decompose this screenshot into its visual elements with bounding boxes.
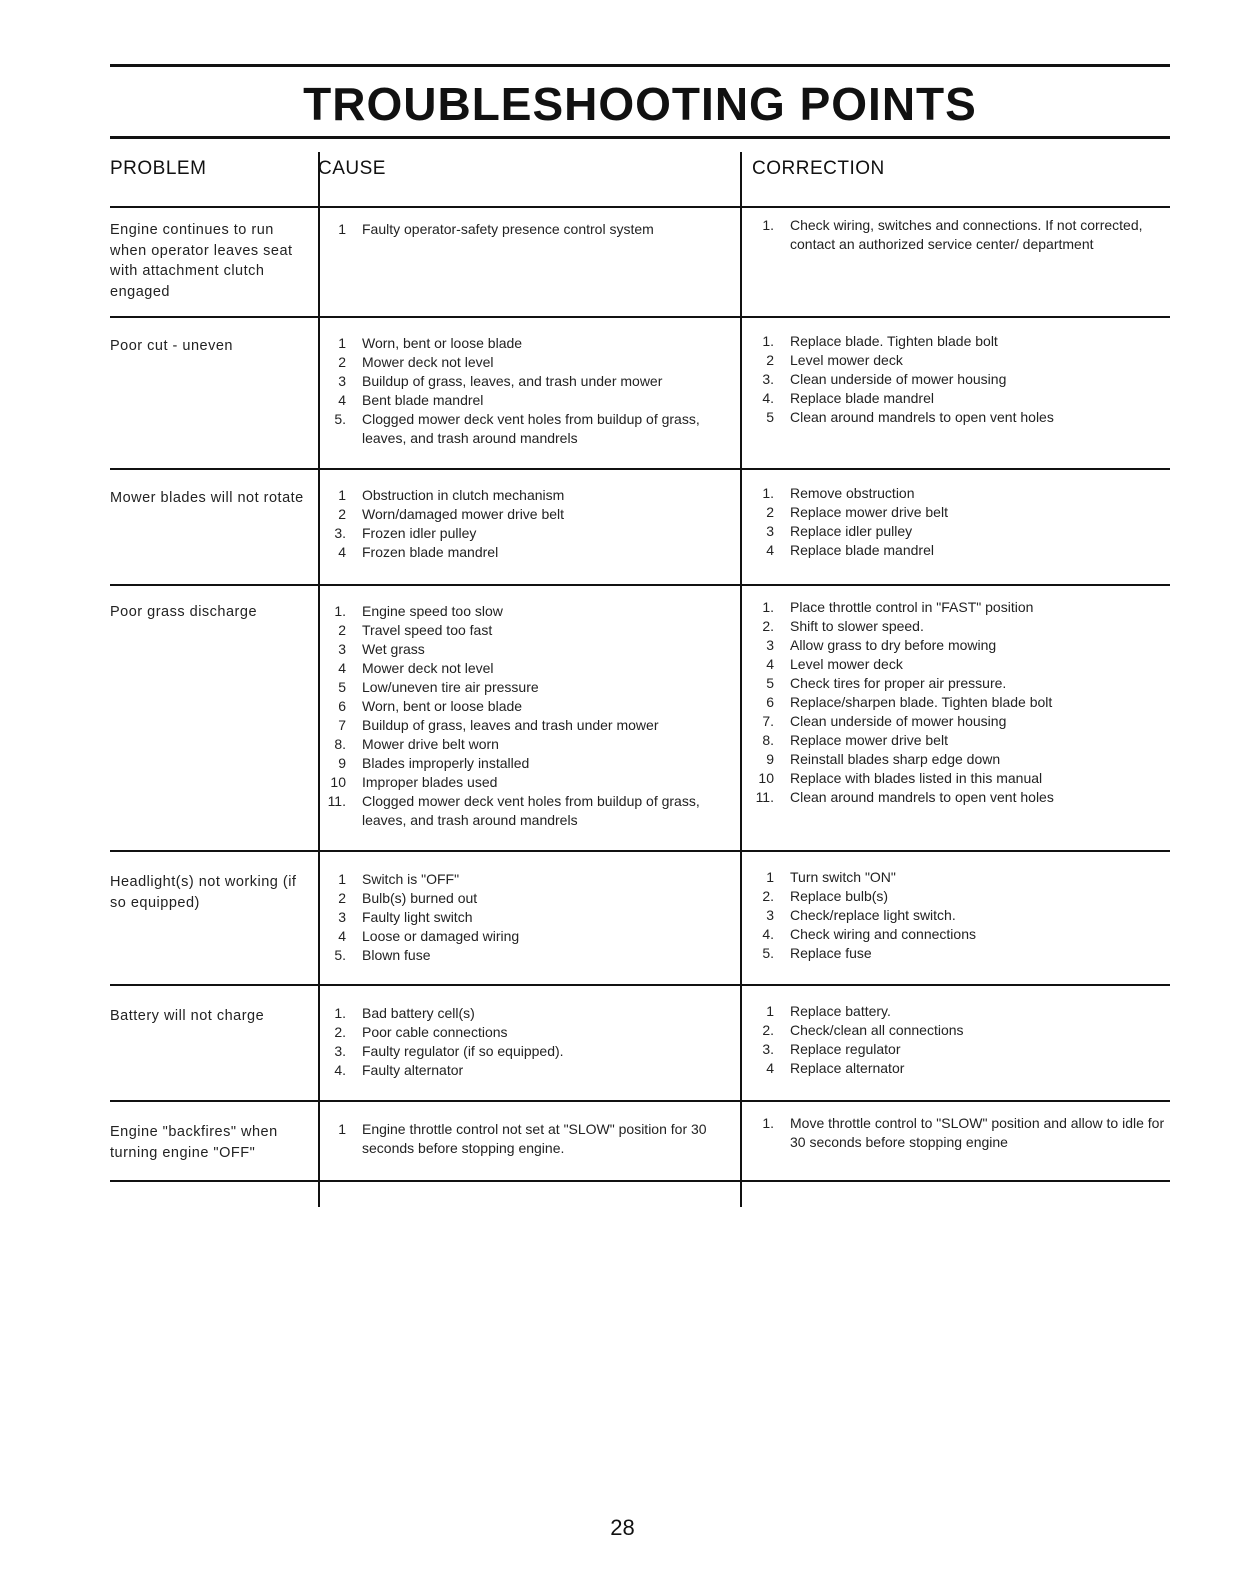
item-number: 4 [338, 544, 346, 560]
problem-text: Headlight(s) not working (if so equipped) [110, 874, 297, 911]
list-item [750, 389, 1170, 408]
item-number: 4 [338, 660, 346, 676]
item-text: Check wiring, switches and connections. If not corrected, contact an authorized service center/ department [790, 217, 1143, 252]
item-number: 9 [766, 751, 774, 767]
correction-list [750, 598, 1170, 807]
item-text: Blown fuse [362, 947, 431, 963]
list-item [750, 944, 1170, 963]
list-item [750, 503, 1170, 522]
item-number: 5. [334, 411, 346, 427]
item-text: Poor cable connections [362, 1024, 508, 1040]
item-text: Replace blade mandrel [790, 542, 934, 558]
item-number: 2 [338, 354, 346, 370]
item-number: 3. [334, 525, 346, 541]
list-item [322, 372, 722, 391]
item-number: 10 [330, 774, 346, 790]
item-number: 2. [334, 1024, 346, 1040]
list-item [750, 541, 1170, 560]
column-divider-cause [318, 152, 320, 1207]
cause-list [322, 602, 722, 830]
item-text: Move throttle control to "SLOW" position and allow to idle for 30 seconds before stopping engine [790, 1115, 1165, 1150]
top-rule [110, 64, 1170, 67]
item-text: Level mower deck [790, 352, 903, 368]
item-text: Reinstall blades sharp edge down [790, 751, 1001, 767]
item-number: 2 [338, 506, 346, 522]
item-text: Obstruction in clutch mechanism [362, 487, 565, 503]
list-item [750, 598, 1170, 617]
item-text: Worn/damaged mower drive belt [362, 506, 565, 522]
list-item [322, 927, 722, 946]
list-item [322, 1061, 722, 1080]
problem-text: Engine "backfires" when turning engine "OFF" [110, 1124, 278, 1161]
list-item [750, 1040, 1170, 1059]
item-number: 4 [338, 928, 346, 944]
item-text: Replace mower drive belt [790, 504, 948, 520]
list-item [750, 750, 1170, 769]
item-number: 1. [762, 333, 774, 349]
item-number: 4. [762, 926, 774, 942]
item-text: Improper blades used [362, 774, 498, 790]
item-text: Mower drive belt worn [362, 736, 499, 752]
item-number: 7. [762, 713, 774, 729]
list-item [750, 370, 1170, 389]
item-number: 1 [766, 1003, 774, 1019]
item-text: Replace regulator [790, 1041, 901, 1057]
item-text: Engine speed too slow [362, 603, 503, 619]
item-text: Clean around mandrels to open vent holes [790, 409, 1054, 425]
item-number: 1. [334, 1005, 346, 1021]
list-item [322, 353, 722, 372]
item-number: 2. [762, 1022, 774, 1038]
item-number: 1 [338, 335, 346, 351]
item-text: Level mower deck [790, 656, 903, 672]
item-number: 4. [334, 1062, 346, 1078]
list-item [750, 1021, 1170, 1040]
cause-list [322, 870, 722, 965]
correction-list [750, 216, 1170, 254]
item-text: Replace/sharpen blade. Tighten blade bolt [790, 694, 1053, 710]
item-number: 1 [338, 871, 346, 887]
item-text: Mower deck not level [362, 660, 494, 676]
item-text: Clogged mower deck vent holes from buildup of grass, leaves, and trash around mandrels [362, 793, 700, 828]
item-number: 3 [338, 641, 346, 657]
item-text: Worn, bent or loose blade [362, 698, 523, 714]
item-text: Clean underside of mower housing [790, 371, 1007, 387]
item-number: 1. [762, 485, 774, 501]
item-number: 5. [334, 947, 346, 963]
item-number: 4 [766, 1060, 774, 1076]
item-text: Frozen blade mandrel [362, 544, 499, 560]
correction-list [750, 484, 1170, 560]
problem-text: Battery will not charge [110, 1008, 265, 1024]
item-text: Remove obstruction [790, 485, 915, 501]
item-text: Buildup of grass, leaves and trash under mower [362, 717, 659, 733]
item-text: Allow grass to dry before mowing [790, 637, 997, 653]
table-header [110, 158, 1170, 204]
item-text: Wet grass [362, 641, 425, 657]
item-text: Replace battery. [790, 1003, 891, 1019]
item-number: 1 [766, 869, 774, 885]
item-number: 1 [338, 1121, 346, 1137]
item-text: Faulty light switch [362, 909, 473, 925]
list-item [750, 887, 1170, 906]
cause-list [322, 1004, 722, 1080]
item-text: Clean around mandrels to open vent holes [790, 789, 1054, 805]
list-item [750, 769, 1170, 788]
item-text: Replace fuse [790, 945, 872, 961]
item-number: 11. [327, 793, 346, 809]
item-number: 4 [766, 656, 774, 672]
list-item [750, 1002, 1170, 1021]
row-divider [110, 316, 1170, 318]
item-number: 3 [338, 373, 346, 389]
item-number: 2. [762, 888, 774, 904]
item-text: Replace blade. Tighten blade bolt [790, 333, 998, 349]
item-number: 2 [766, 352, 774, 368]
correction-list [750, 332, 1170, 427]
item-number: 8. [334, 736, 346, 752]
item-text: Low/uneven tire air pressure [362, 679, 539, 695]
item-number: 1. [762, 1115, 774, 1131]
bottom-rule [110, 1180, 1170, 1182]
item-number: 5 [766, 675, 774, 691]
list-item [322, 1004, 722, 1023]
list-item [750, 522, 1170, 541]
list-item [750, 693, 1170, 712]
page-number: 28 [610, 1515, 635, 1540]
item-text: Shift to slower speed. [790, 618, 924, 634]
list-item [322, 220, 722, 239]
item-text: Replace with blades listed in this manual [790, 770, 1043, 786]
item-number: 11. [755, 789, 774, 805]
item-text: Frozen idler pulley [362, 525, 477, 541]
item-text: Buildup of grass, leaves, and trash under mower [362, 373, 663, 389]
item-number: 1. [762, 217, 774, 233]
item-text: Bad battery cell(s) [362, 1005, 475, 1021]
list-item [750, 351, 1170, 370]
list-item [750, 216, 1170, 254]
item-number: 3. [762, 1041, 774, 1057]
list-item [750, 484, 1170, 503]
list-item [322, 716, 722, 735]
item-text: Replace blade mandrel [790, 390, 934, 406]
item-number: 2 [338, 622, 346, 638]
item-number: 7 [338, 717, 346, 733]
item-number: 3. [334, 1043, 346, 1059]
list-item [750, 788, 1170, 807]
item-number: 1 [338, 221, 346, 237]
list-item [322, 908, 722, 927]
item-text: Turn switch "ON" [790, 869, 896, 885]
header-problem: PROBLEM [110, 158, 207, 179]
item-text: Faulty alternator [362, 1062, 464, 1078]
list-item [322, 754, 722, 773]
list-item [322, 946, 722, 965]
item-number: 5 [338, 679, 346, 695]
problem-text: Engine continues to run when operator leaves seat with attachment clutch engaged [110, 222, 293, 300]
row-divider [110, 984, 1170, 986]
cause-list [322, 1120, 722, 1158]
item-number: 3 [338, 909, 346, 925]
cause-list [322, 486, 722, 562]
row-divider [110, 1100, 1170, 1102]
title-rule [110, 136, 1170, 139]
list-item [322, 505, 722, 524]
item-text: Clogged mower deck vent holes from buildup of grass, leaves, and trash around mandrels [362, 411, 700, 446]
list-item [750, 674, 1170, 693]
item-number: 5 [766, 409, 774, 425]
item-number: 1 [338, 487, 346, 503]
item-number: 3 [766, 907, 774, 923]
item-text: Clean underside of mower housing [790, 713, 1007, 729]
item-number: 4 [766, 542, 774, 558]
list-item [322, 602, 722, 621]
item-text: Travel speed too fast [362, 622, 493, 638]
list-item [322, 486, 722, 505]
list-item [322, 1042, 722, 1061]
row-divider [110, 206, 1170, 208]
item-text: Loose or damaged wiring [362, 928, 520, 944]
list-item [322, 621, 722, 640]
list-item [322, 334, 722, 353]
list-item [322, 735, 722, 754]
header-correction: CORRECTION [752, 158, 885, 179]
list-item [322, 773, 722, 792]
list-item [322, 543, 722, 562]
list-item [322, 678, 722, 697]
list-item [322, 391, 722, 410]
item-number: 4. [762, 390, 774, 406]
item-text: Engine throttle control not set at "SLOW" position for 30 seconds before stopping engine. [362, 1121, 707, 1156]
item-text: Bent blade mandrel [362, 392, 484, 408]
problem-text: Poor cut - uneven [110, 338, 233, 354]
list-item [322, 1120, 722, 1158]
list-item [322, 870, 722, 889]
list-item [322, 659, 722, 678]
list-item [750, 617, 1170, 636]
item-text: Place throttle control in "FAST" position [790, 599, 1034, 615]
item-text: Bulb(s) burned out [362, 890, 478, 906]
list-item [750, 731, 1170, 750]
item-text: Blades improperly installed [362, 755, 530, 771]
row-divider [110, 850, 1170, 852]
item-text: Switch is "OFF" [362, 871, 460, 887]
list-item [322, 1023, 722, 1042]
list-item [750, 868, 1170, 887]
item-text: Faulty regulator (if so equipped). [362, 1043, 564, 1059]
cause-list [322, 220, 722, 239]
list-item [322, 792, 722, 830]
item-number: 8. [762, 732, 774, 748]
item-number: 3 [766, 523, 774, 539]
list-item [322, 697, 722, 716]
item-text: Replace bulb(s) [790, 888, 889, 904]
item-number: 10 [758, 770, 774, 786]
item-number: 2 [766, 504, 774, 520]
item-text: Replace mower drive belt [790, 732, 948, 748]
item-number: 1. [334, 603, 346, 619]
item-text: Check tires for proper air pressure. [790, 675, 1007, 691]
list-item [750, 636, 1170, 655]
list-item [750, 712, 1170, 731]
list-item [750, 1114, 1170, 1152]
item-number: 6 [338, 698, 346, 714]
item-text: Check/clean all connections [790, 1022, 964, 1038]
column-divider-correction [740, 152, 742, 1207]
list-item [750, 332, 1170, 351]
list-item [322, 889, 722, 908]
item-number: 2. [762, 618, 774, 634]
item-number: 9 [338, 755, 346, 771]
item-text: Check/replace light switch. [790, 907, 956, 923]
item-text: Check wiring and connections [790, 926, 976, 942]
item-number: 2 [338, 890, 346, 906]
problem-text: Poor grass discharge [110, 604, 258, 620]
item-number: 6 [766, 694, 774, 710]
item-number: 4 [338, 392, 346, 408]
list-item [322, 410, 722, 448]
item-number: 3 [766, 637, 774, 653]
list-item [750, 408, 1170, 427]
row-divider [110, 584, 1170, 586]
correction-list [750, 1114, 1170, 1152]
item-number: 5. [762, 945, 774, 961]
item-number: 3. [762, 371, 774, 387]
list-item [750, 655, 1170, 674]
header-cause: CAUSE [318, 158, 386, 179]
correction-list [750, 868, 1170, 963]
list-item [322, 640, 722, 659]
list-item [750, 1059, 1170, 1078]
row-divider [110, 468, 1170, 470]
item-number: 1. [762, 599, 774, 615]
page-title: TROUBLESHOOTING POINTS [303, 78, 977, 130]
item-text: Mower deck not level [362, 354, 494, 370]
cause-list [322, 334, 722, 448]
correction-list [750, 1002, 1170, 1078]
list-item [322, 524, 722, 543]
item-text: Worn, bent or loose blade [362, 335, 523, 351]
item-text: Faulty operator-safety presence control system [362, 221, 654, 237]
list-item [750, 925, 1170, 944]
item-text: Replace idler pulley [790, 523, 913, 539]
list-item [750, 906, 1170, 925]
problem-text: Mower blades will not rotate [110, 490, 304, 506]
item-text: Replace alternator [790, 1060, 905, 1076]
